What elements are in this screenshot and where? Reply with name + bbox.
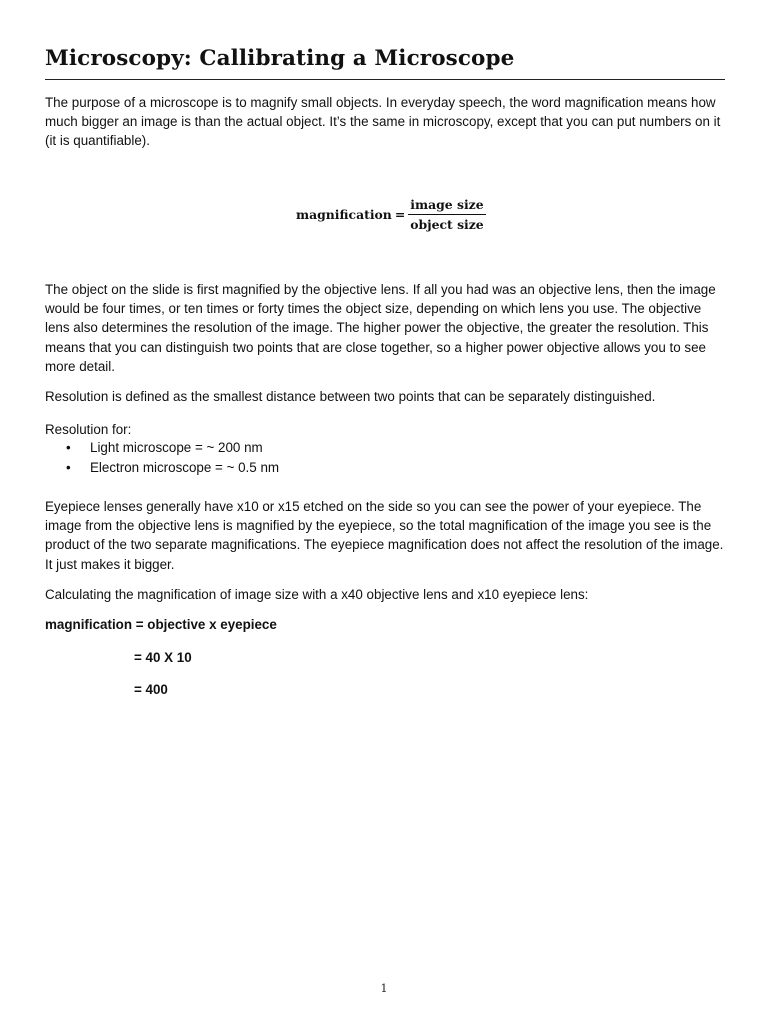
intro-paragraph: The purpose of a microscope is to magnify small objects. In everyday speech, the word magnification means how much bigger an image is than the actual object. It’s the same in microscopy, except that you can put numbers on it (it is quantifiable). [45,95,721,149]
resolution-for-label: Resolution for: [45,422,132,437]
calculation-line: magnification = objective x eyepiece [45,617,277,632]
calculation-line: = 40 X 10 [134,650,192,665]
bullet-icon: • [66,440,71,455]
list-item-text: Light microscope = ~ 200 nm [90,440,263,455]
resolution-definition: Resolution is defined as the smallest distance between two points that can be separately distinguished. [45,389,656,404]
formula-lhs: magnification [296,206,392,222]
objective-lens-paragraph: The object on the slide is first magnified by the objective lens. If all you had was an objective lens, then the image would be four times, or ten times or forty times the object size, depending on which lens you use. The objective lens also determines the resolution of the image. The higher power the objective, the greater the resolution. This means that you can distinguish two points that are close together, so a higher power objective allows you to see more detail. [45,282,716,374]
eyepiece-paragraph: Eyepiece lenses generally have x10 or x15 etched on the side so you can see the power of your eyepiece. The image from the objective lens is magnified by the eyepiece, so the total magnification of the image you see is the product of the two separate magnifications. The eyepiece magnification does not affect the resolution of the image. It just makes it bigger. [45,499,724,572]
resolution-list [66,438,279,477]
formula-equals: = [394,206,406,222]
page-number: 1 [380,982,388,995]
formula-numerator: image size [408,197,485,215]
formula-denominator: object size [410,216,484,232]
formula-fraction [408,197,485,232]
page-title: Microscopy: Callibrating a Microscope [45,46,515,71]
calculation-intro: Calculating the magnification of image size with a x40 objective lens and x10 eyepiece lens: [45,587,589,602]
calculation-line: = 400 [134,682,168,697]
list-item [66,438,279,458]
bullet-icon: • [66,459,71,475]
magnification-formula [296,193,486,235]
title-underline [45,79,725,80]
list-item-text: Electron microscope = ~ 0.5 nm [90,459,280,475]
list-item [66,458,279,478]
